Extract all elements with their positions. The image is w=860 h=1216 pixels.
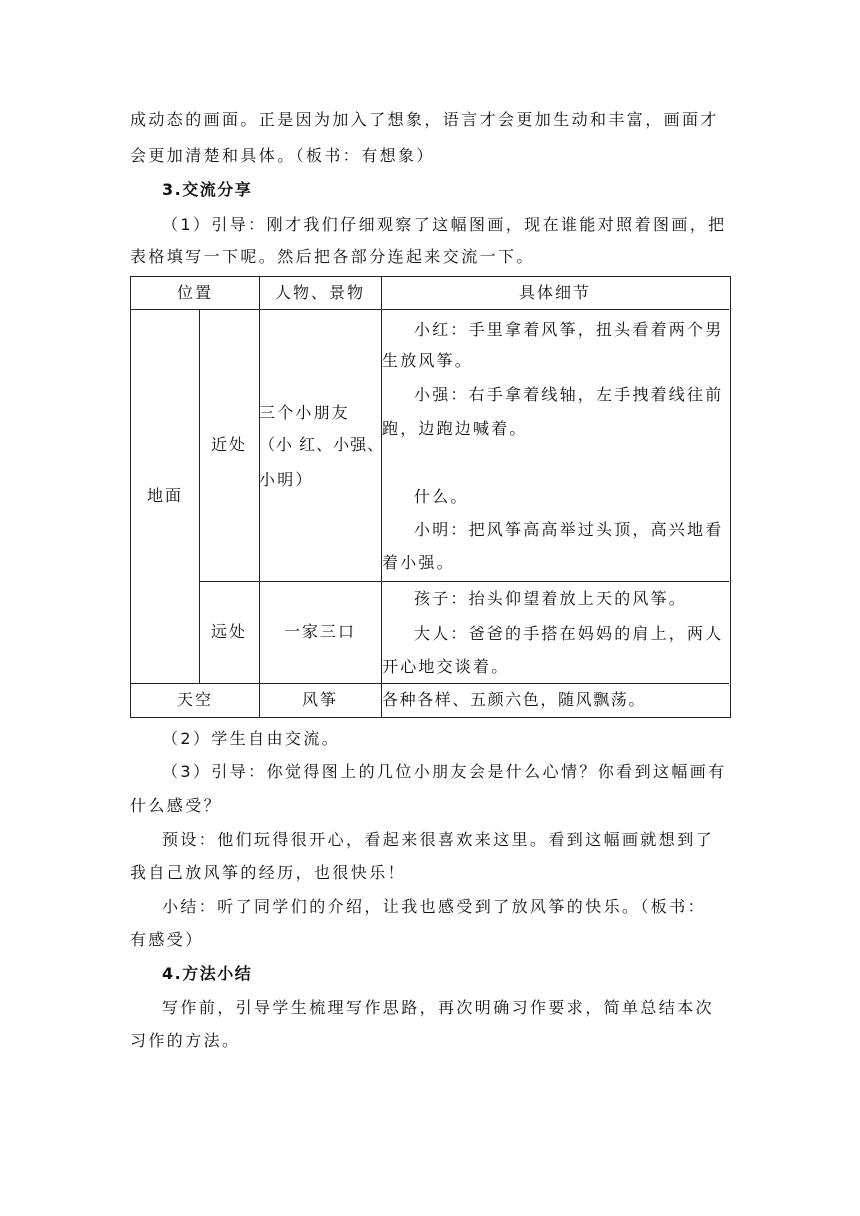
far-detail-line: 开心地交谈着。 <box>382 657 510 676</box>
far-detail-line: 大人：爸爸的手搭在妈妈的肩上，两人 <box>414 624 724 643</box>
paragraph-line: 习作的方法。 <box>130 1031 241 1050</box>
header-position: 位置 <box>176 283 213 302</box>
section-heading-4: 4.方法小结 <box>162 964 253 983</box>
paragraph-line: 有感受） <box>130 930 204 949</box>
sky-details: 各种各样、五颜六色，随风飘荡。 <box>382 690 647 709</box>
cell-ground: 地面 <box>146 486 183 505</box>
header-people: 人物、景物 <box>274 283 365 302</box>
near-detail-line: 什么。 <box>414 487 469 506</box>
far-detail-line: 孩子：抬头仰望着放上天的风筝。 <box>414 589 688 608</box>
paragraph-line: 预设：他们玩得很开心，看起来很喜欢来这里。看到这幅画就想到了 <box>162 830 715 849</box>
cell-near: 近处 <box>210 435 247 454</box>
cell-sky: 天空 <box>176 690 213 709</box>
paragraph-line: 会更加清楚和具体。（板书：有想象） <box>130 146 435 165</box>
cell-far: 远处 <box>210 622 247 641</box>
paragraph-line: （2）学生自由交流。 <box>162 729 341 748</box>
sky-people: 风筝 <box>301 690 338 709</box>
near-people-line: （小 红、小强、 <box>259 435 385 454</box>
near-detail-line: 跑，边跑边喊着。 <box>382 419 528 438</box>
near-people-line: 小明） <box>259 470 314 489</box>
paragraph-line: （3）引导：你觉得图上的几位小朋友会是什么心情？你看到这幅画有 <box>162 762 727 781</box>
near-detail-line: 小明：把风筝高高举过头顶，高兴地看 <box>414 520 724 539</box>
observation-table <box>130 276 731 718</box>
far-people: 一家三口 <box>283 622 356 641</box>
paragraph-line: 成动态的画面。正是因为加入了想象，语言才会更加生动和丰富，画面才 <box>130 110 719 129</box>
paragraph-line: 表格填写一下呢。然后把各部分连起来交流一下。 <box>130 247 535 266</box>
near-detail-line: 着小强。 <box>382 553 455 572</box>
paragraph-line: 写作前，引导学生梳理写作思路，再次明确习作要求，简单总结本次 <box>162 998 715 1017</box>
paragraph-line: 小结：听了同学们的介绍，让我也感受到了放风筝的快乐。（板书： <box>162 897 707 916</box>
paragraph-line: 什么感受？ <box>130 796 223 815</box>
near-detail-line: 生放风筝。 <box>382 351 474 370</box>
paragraph-line: （1）引导：刚才我们仔细观察了这幅图画，现在谁能对照着图画，把 <box>162 215 727 234</box>
near-detail-line: 小强：右手拿着线轴，左手拽着线往前 <box>414 385 724 404</box>
paragraph-line: 我自己放风筝的经历，也很快乐！ <box>130 863 407 882</box>
near-people-line: 三个小朋友 <box>259 403 351 422</box>
near-detail-line: 小红：手里拿着风筝，扭头看着两个男 <box>414 320 724 339</box>
section-heading-3: 3.交流分享 <box>162 180 253 199</box>
header-details: 具体细节 <box>518 283 591 302</box>
